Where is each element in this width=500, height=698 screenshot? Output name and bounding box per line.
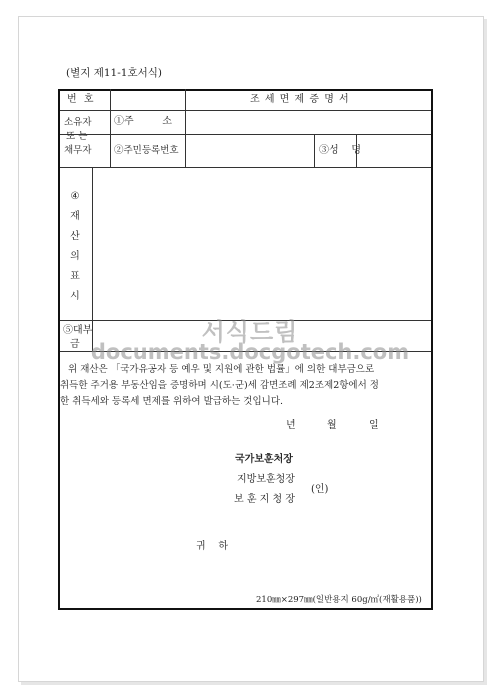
- issuer-line3: 보 훈 지 청 장: [234, 494, 296, 505]
- column-divider: [110, 89, 111, 167]
- loan-label-line1: ⑤대부: [63, 325, 93, 336]
- row-divider: [58, 167, 433, 168]
- loan-label-line2: 금: [70, 339, 80, 350]
- column-divider: [314, 134, 315, 167]
- property-label-char: 의: [70, 251, 80, 262]
- paper-spec-footer: 210㎜×297㎜(일반용지 60g/㎡(재활용품)): [256, 595, 422, 605]
- address-label: ①주 소: [114, 116, 172, 127]
- rrn-label: ②주민등록번호: [114, 145, 179, 156]
- owner-label-line2: 또 는: [66, 131, 88, 142]
- date-month: 월: [327, 420, 337, 431]
- issuer-line1: 국가보훈처장: [235, 454, 293, 465]
- form-id: (별지 제11-1호서식): [66, 67, 162, 79]
- text-line: 취득한 주거용 부동산임을 증명하며 시(도·군)세 감면조례 제2조제2항에서 정: [60, 380, 379, 391]
- column-divider: [185, 89, 186, 167]
- issuer-line2: 지방보훈청장: [237, 474, 295, 485]
- date-year: 년: [286, 420, 296, 431]
- text-line: 위 재산은 「국가유공자 등 예우 및 지원에 관한 법률」에 의한 대부금으로: [68, 364, 375, 375]
- text-line: 한 취득세와 등록세 면제를 위하여 발급하는 것입니다.: [60, 396, 284, 407]
- table-top-border: [58, 89, 433, 91]
- property-label-char: 재: [70, 211, 80, 222]
- name-label: ③성 명: [319, 145, 362, 156]
- property-label-char: 산: [70, 231, 80, 242]
- property-label-char: ④: [70, 191, 80, 202]
- addressee: 귀 하: [196, 541, 229, 552]
- certification-text: [60, 362, 430, 410]
- owner-label-line3: 채무자: [64, 145, 92, 156]
- row-divider: [58, 110, 433, 111]
- property-label-char: 시: [70, 291, 80, 302]
- form-title: 조 세 면 제 증 명 서: [250, 94, 350, 105]
- watermark-title: 서식드림: [201, 318, 299, 346]
- table-bottom-border: [58, 608, 433, 610]
- property-label-char: 표: [70, 271, 80, 282]
- watermark-url: documents.docgotech.com: [90, 340, 410, 364]
- row-divider: [58, 134, 433, 135]
- owner-label-line1: 소유자: [64, 117, 92, 128]
- seal-mark: (인): [311, 484, 329, 495]
- date-day: 일: [369, 420, 379, 431]
- number-label: 번 호: [67, 94, 96, 105]
